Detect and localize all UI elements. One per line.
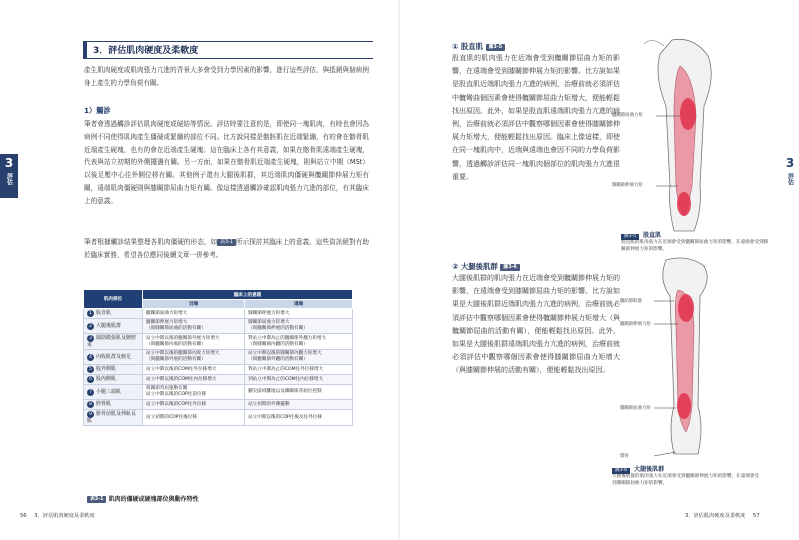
table-ref-badge[interactable]: 表3-1 [217,239,236,246]
palpation-paragraph: 筆者會透過觸診評估肌肉硬度或硬結等情況。評估時要注意的是，即使同一塊肌肉，有時也會因為病例不同使得肌肉產生僵硬或緊繃的部位不同。比方說同樣是髂脛肌在近端緊繃，有的會在髂骨肌近端產生硬塊，也有的會在近端產生硬塊。這在臨床上各有其意義，如果在髂骨肌遠端產生硬塊，代表與站立初期的外側擺盪有關。另一方面，如果在髂骨肌近端產生硬塊，則與站立中期（MSt）以後足壓中心往外側位移有關。其他例子還有大腿後肌群，其近端肌肉僵硬與髖關節伸展力矩有關，遠端肌肉僵硬則與膝關節屈曲力矩有關。像這樣透過觸診確認肌肉張力亢進的部位，有其臨床上的意義。 [84,120,369,205]
meaning-line: 站立中期以後的髖關節內收力矩增大 [146,351,220,356]
hamstrings-ischial-label: 髖結節肌群 [620,299,642,304]
muscle-part-name: 股外側肌 [96,366,117,372]
chapter-tab-number: 3 [4,156,14,170]
section-heading-bar [83,42,87,58]
meaning-line: 站立中期以後的COP往前位移 [146,392,207,397]
section-title: 3．評估肌肉硬度及柔軟度 [93,46,199,56]
row-number: 7 [87,389,94,396]
muscle-part-cell [84,334,143,350]
row-number: 2 [87,323,94,330]
muscle-part-cell [84,365,143,375]
page-number-right: 57 [753,513,760,519]
table-caption-label: 表3-1 [87,496,106,503]
col-header-distal: 遠端 [245,300,353,309]
proximal-meaning-cell [143,385,245,400]
chapter-tab-right[interactable] [781,154,799,198]
col-header-part: 肌肉部位 [84,290,143,309]
distal-meaning-cell [245,309,353,319]
muscle-number-1: ① [452,42,459,51]
muscle-part-cell [84,309,143,319]
reference-text-b: 所示探討其臨床上的意義。這些資訊絕對有助於臨床實務，希望各位應同後續文章一併參考。 [84,238,370,259]
table-caption [87,494,199,503]
hamstrings-distal-label: 膝關節屈曲力矩 [620,406,651,411]
row-number: 3 [87,335,94,342]
figure-3-5-label: 圖3-5 [621,234,639,240]
figure-3-6-name: 大腿後肌群 [634,466,665,473]
section-heading [83,41,373,59]
meaning-line: 站立中期以後的COP往外位移 [146,401,207,407]
figure-3-5-name: 股直肌 [643,232,662,239]
distal-meaning-cell [245,400,353,410]
distal-meaning-cell [245,375,353,385]
table-row [84,350,353,365]
muscle-part-cell [84,400,143,410]
muscle-part-cell [84,319,143,334]
row-number: 5 [87,366,94,373]
muscle-part-name: 小腿三頭肌 [96,388,122,395]
reference-paragraph [84,236,369,262]
hamstrings-paragraph: 大腿後肌群的肌肉張力在近端會受到髖關節伸展力矩的影響，在遠端會受到膝關節屈曲力矩的影響。比方說如果是大腿後肌群近端肌肉張力亢進的病例，治療前就必須評估中觀察哪個因素會使得髖關節伸展力矩增大（與髖關節屈曲的活動有關），便能輕鬆找出原因。此外，如果是大腿後肌群遠端肌肉張力亢進的病例，治療前就必須評估中觀察哪個因素會使得膝關節屈曲力矩增大（與膝關節伸展的活動有關），便能輕鬆找出原因。 [452,274,620,375]
proximal-meaning-cell [143,410,245,426]
row-number: 4 [87,354,94,361]
muscle-part-name: 大腿後肌群 [96,322,122,329]
meaning-line: 膝關節屈曲力矩增大 [248,320,290,325]
left-page [0,0,399,540]
meaning-line: 膝關節伸展力矩增大 [248,310,290,316]
chapter-tab-number-right: 3 [785,156,795,170]
muscle-meaning-table [83,289,353,426]
muscle-part-cell [84,385,143,400]
meaning-line: 站立初期的COP往後位移 [146,414,197,420]
muscle-number-2: ② [452,262,459,271]
muscle-part-name: 內收肌群及髂足 [96,353,132,360]
proximal-meaning-cell [143,365,245,375]
table-row [84,385,353,400]
right-page [399,0,799,540]
table-row [84,319,353,334]
subheading-palpation: 1）觸診 [84,106,111,115]
figure-3-6-text: 大腿後肌群的肌肉張力在近端會受到髖關節伸展力矩的影響，在遠端會受到膝關節屈曲力矩的影響。 [612,474,760,486]
page-number-left: 56 [20,513,27,519]
meaning-line: （與髖關節內收的活動有關） [146,341,206,347]
row-number: 1 [87,310,94,317]
meaning-line: 髖關節屈曲力矩增大 [146,310,188,316]
table-row [84,365,353,375]
running-head-right: 3．評估肌肉硬度及柔軟度 [685,513,746,519]
folio-left [20,512,95,519]
col-header-proximal: 近端 [143,300,245,309]
meaning-line: 站立中期以後的COM往外位移增大 [146,366,217,372]
meaning-line: （與髖關節外展的活動有關） [146,357,206,362]
figure-3-5-caption [621,233,771,253]
table-row [84,309,353,319]
table-caption-text: 肌肉的僵硬或硬塊部位與動作特性 [108,496,199,503]
distal-meaning-cell [245,365,353,375]
proximal-meaning-cell [143,309,245,319]
chapter-tab-label-right: 評估 [786,173,794,185]
figure-3-6-caption [612,467,762,487]
col-header-meaning: 臨床上的意義 [143,290,353,300]
chapter-tab-left[interactable] [0,154,18,198]
muscle-part-cell [84,410,143,426]
meaning-line: 與關節背屈運動有關 [146,386,188,391]
proximal-meaning-cell [143,375,245,385]
figure-3-5-text: 股直肌的肌肉張力在近端會受到髖關節屈曲力矩的影響，在遠端會受到膝關節伸展力矩的影響。 [621,240,769,252]
muscle-part-name: 腓骨前肌及伸趾長肌 [87,411,137,424]
figure-ref-3-6[interactable]: 圖3-6 [500,264,519,271]
proximal-meaning-cell [143,334,245,350]
muscle-title-hamstrings: 大腿後肌群 [460,262,498,271]
rectus-distal-label: 膝關節伸展力矩 [612,183,643,188]
chapter-tab-label: 評估 [5,173,13,185]
figure-ref-3-5[interactable]: 圖3-5 [486,44,505,51]
running-head-left: 3．評估肌肉硬度及柔軟度 [34,513,95,519]
muscle-part-name: 脛骨肌 [96,401,112,407]
muscle-part-name: 闊筋膜張肌及髂脛束 [87,335,137,348]
rectus-paragraph: 股直肌的肌肉張力在近端會受到髖關節屈曲力矩的影響，在遠端會受到膝關節伸展力矩的影響。比方說如果是股直肌近端肌肉張力亢進的病例，治療前就必須評估中髖彎曲個因素會使得髖關節屈曲力矩增大，便能輕鬆找出原因。此外，如果是股直肌遠端肌肉張力亢進的病例，治療前就必須評估中觀察哪個因素會使得膝關節伸展力矩增大，便能輕鬆找出原因。臨床上像這樣，即使在同一塊肌肉中，近端與遠端也會因不同的力學負荷影響，透過觸診評估同一塊肌肉個部位的肌肉張力亢進很重要。 [452,54,620,181]
rectus-femoris-illustration [604,36,724,236]
distal-meaning-cell [245,350,353,365]
meaning-line: 站立中期以後的COM往內位移增大 [146,376,217,382]
row-number: 9 [87,411,94,418]
figure-3-6-label: 圖3-6 [612,468,630,474]
meaning-line: 對站立中期為止的COM往外位移增大 [248,366,324,372]
muscle-part-name: 股直肌 [96,310,112,316]
proximal-meaning-cell [143,350,245,365]
meaning-line: 對站立中期為止的髖關節外翻力矩增大 [248,335,327,341]
meaning-line: 站立中期以後的COP往後及往外位移 [248,414,322,420]
rectus-proximal-label: 髖關節屈曲力矩 [612,113,643,118]
intro-paragraph: 產生肌肉硬度或肌肉張力亢進的背景大多會受到力學因素的影響，進行這些評估，與抵銷與個病例身上產生的力學負荷有關。 [84,66,369,87]
folio-right [685,512,760,519]
meaning-line: 腳尖區域離地以及踝關節背屈位控制 [248,389,322,394]
row-number: 6 [87,376,94,383]
distal-meaning-cell [245,334,353,350]
table-row [84,334,353,350]
table-row [84,400,353,410]
meaning-line: 站立中期以後的髖關節外展力矩增大 [146,335,220,341]
table-row [84,375,353,385]
meaning-line: （與髖關節伸展的活動有關） [248,326,308,331]
table-row [84,410,353,426]
muscle-heading-hamstrings [452,261,520,272]
meaning-line: （與膝關節屈曲的活動有關） [146,326,206,331]
muscle-part-cell [84,350,143,365]
meaning-line: 站立初期的外側擺動 [248,401,290,407]
hamstrings-fibula-label: 腓骨 [620,454,629,459]
meaning-line: （與髖關節外翻的活動有關） [248,357,308,362]
muscle-part-name: 股內側肌 [96,376,117,382]
muscle-part-cell [84,375,143,385]
meaning-line: 站立中期以後的膝關節內翻力矩增大 [248,351,322,356]
hamstrings-proximal-label: 髖關節伸展力矩 [620,322,651,327]
muscle-title-rectus: 股直肌 [460,42,484,51]
muscle-heading-rectus [452,41,505,52]
meaning-line: （與膝關節內翻的活動有關） [248,341,308,347]
meaning-line: 到站立中期為止的COM往內位移增大 [248,376,324,382]
hamstrings-illustration [604,256,724,466]
distal-meaning-cell [245,385,353,400]
row-number: 8 [87,401,94,408]
meaning-line: 髖關節伸展力矩增大 [146,320,188,325]
reference-text-a: 筆者根據觸診結果整理各肌肉僵硬的形态，如 [84,238,218,246]
distal-meaning-cell [245,319,353,334]
distal-meaning-cell [245,410,353,426]
proximal-meaning-cell [143,319,245,334]
proximal-meaning-cell [143,400,245,410]
